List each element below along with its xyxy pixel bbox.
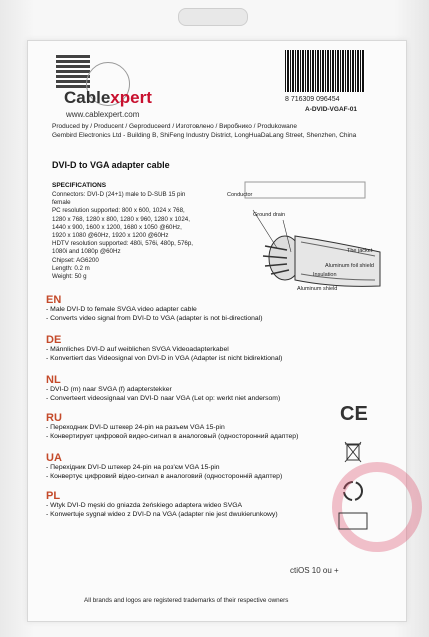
product-code: A-DVID-VGAF-01 bbox=[305, 106, 358, 113]
product-title: DVI-D to VGA adapter cable bbox=[52, 160, 170, 170]
label-ground: Ground drain bbox=[253, 212, 286, 218]
lang-code: UA bbox=[46, 452, 62, 464]
section-line: - Konvertiert das Videosignal von DVI-D in VGA (Adapter ist nicht bidirektional) bbox=[46, 354, 283, 362]
eac-mark-icon bbox=[338, 512, 368, 530]
label-alu-foil: Aluminum foil shield bbox=[325, 263, 374, 269]
section-line: - Перехідник DVI-D штекер 24-pin на роз'єм VGA 15-pin bbox=[46, 464, 220, 471]
cable-diagram bbox=[225, 176, 385, 304]
producer-line: Gembird Electronics Ltd - Building B, ShiFeng Industry District, LongHuaDaLang Street, Shenzhen, China bbox=[52, 132, 357, 139]
section-line: - Male DVI-D to female SVGA video adapter cable bbox=[46, 306, 197, 313]
section-line: - DVI-D (m) naar SVGA (f) adapterstekker bbox=[46, 386, 172, 393]
specs-heading: SPECIFICATIONS bbox=[52, 182, 107, 189]
barcode-icon bbox=[285, 50, 365, 92]
hang-hole bbox=[178, 8, 248, 26]
lang-code: DE bbox=[46, 334, 62, 346]
section-nl bbox=[46, 374, 280, 403]
ios-note: ctiOS 10 ou + bbox=[290, 566, 339, 575]
spec-line: 1440 x 900, 1600 x 1200, 1680 x 1050 @60Hz, bbox=[52, 223, 182, 231]
qr-code-icon bbox=[56, 54, 90, 88]
section-de bbox=[46, 334, 282, 363]
pink-sticker-icon bbox=[332, 462, 422, 552]
ce-mark-icon: CE bbox=[340, 403, 368, 425]
section-pl bbox=[46, 490, 278, 519]
label-insulation: Insulation bbox=[313, 272, 337, 278]
section-line: - Männliches DVI-D auf weiblichen SVGA Videoadapterkabel bbox=[46, 346, 229, 353]
section-ru bbox=[46, 412, 298, 441]
producer-line: Produced by / Producent / Geproduceerd / Изготовлено / Виробнико / Produkowane bbox=[52, 123, 297, 130]
lang-code: EN bbox=[46, 294, 62, 306]
section-line: - Wtyk DVI-D męski do gniazda żeńskiego adaptera wideo SVGA bbox=[46, 502, 243, 509]
barcode-number: 8 716309 096454 bbox=[285, 96, 340, 103]
label-alu-shield: Aluminum shield bbox=[297, 286, 338, 292]
spec-line: PC resolution supported: 800 x 600, 1024 x 768, bbox=[52, 207, 185, 215]
lang-code: RU bbox=[46, 412, 62, 424]
brand-site: www.cablexpert.com bbox=[66, 110, 140, 119]
spec-line: Chipset: AG6200 bbox=[52, 256, 99, 264]
weee-bin-icon bbox=[343, 440, 363, 464]
lang-code: NL bbox=[46, 374, 61, 386]
spec-line: 1280 x 768, 1280 x 800, 1280 x 960, 1280 x 1024, bbox=[52, 215, 190, 223]
spec-line: HDTV resolution supported: 480i, 576i, 480p, 576p, bbox=[52, 240, 194, 248]
section-line: - Конвертує цифровий відео-сигнал в аналоговий (односторонній адаптер) bbox=[46, 472, 283, 480]
section-ua bbox=[46, 452, 282, 481]
producer-info bbox=[52, 122, 382, 140]
section-line: - Konwertuje sygnał wideo z DVI-D na VGA (adapter nie jest dwukierunkowy) bbox=[46, 510, 278, 518]
label-conductor: Conductor bbox=[227, 192, 253, 198]
section-line: - Переходник DVI-D штекер 24-pin на разъем VGA 15-pin bbox=[46, 424, 225, 431]
section-line: - Converts video signal from DVI-D to VGA (adapter is not bi-directional) bbox=[46, 314, 263, 322]
spec-line: Connectors: DVI-D (24+1) male to D-SUB 15 pin bbox=[52, 191, 186, 198]
spec-line: 1920 x 1080 @60Hz, 1920 x 1200 @60Hz bbox=[52, 232, 169, 240]
brand-logo bbox=[64, 88, 152, 108]
section-line: - Конвертирует цифровой видео-сигнал в аналоговый (односторонний адаптер) bbox=[46, 432, 299, 440]
trademark-note: All brands and logos are registered trademarks of their respective owners bbox=[84, 597, 289, 604]
label-jacket: The jacket bbox=[347, 248, 373, 254]
section-line: - Converteert videosignaal van DVI-D naar VGA (Let op: werkt niet andersom) bbox=[46, 394, 281, 402]
spec-line: female bbox=[52, 199, 71, 207]
spec-line: Length: 0.2 m bbox=[52, 264, 90, 272]
spec-line: Weight: 50 g bbox=[52, 273, 87, 281]
specs-list bbox=[52, 191, 237, 281]
section-en bbox=[46, 294, 262, 323]
spec-line: 1080i and 1080p @60Hz bbox=[52, 248, 121, 256]
lang-code: PL bbox=[46, 490, 61, 502]
brand-name-b: xpert bbox=[110, 88, 152, 107]
brand-name-a: Cable bbox=[64, 88, 111, 107]
